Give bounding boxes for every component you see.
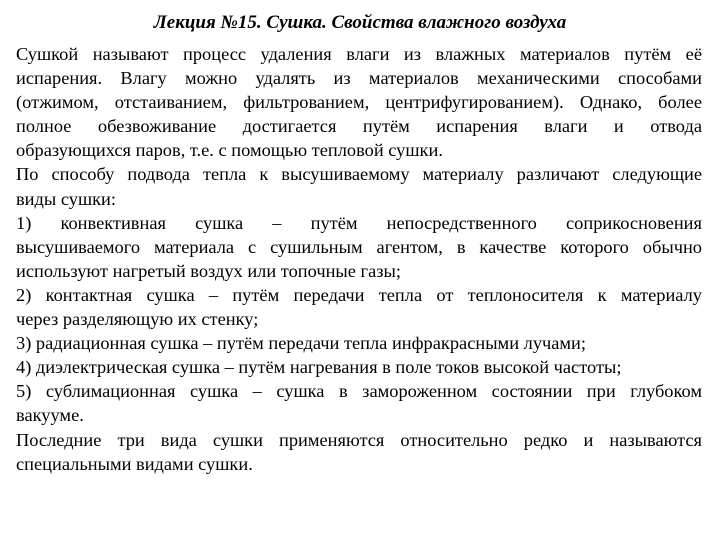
text-line: 5) сублимационная сушка – сушка в замороженном состоянии при глубоком <box>16 381 702 402</box>
text-line: 3) радиационная сушка – путём передачи тепла инфракрасными лучами; <box>16 333 587 354</box>
text-line: 1) конвективная сушка – путём непосредственного соприкосновения <box>16 212 702 233</box>
text-line: вакууме. <box>16 405 84 426</box>
paragraph-types-intro <box>16 162 702 210</box>
list-item-contact <box>16 283 702 331</box>
paragraph-intro <box>16 42 702 162</box>
text-line: используют нагретый воздух или топочные газы; <box>16 260 401 281</box>
text-line: 4) диэлектрическая сушка – путём нагревания в поле токов высокой частоты; <box>16 357 622 378</box>
list-item-dielectric <box>16 355 702 379</box>
text-line: виды сушки: <box>16 188 116 209</box>
list-item-sublimation <box>16 379 702 427</box>
text-line: (отжимом, отстаиванием, фильтрованием, центрифугированием). Однако, более <box>16 92 702 113</box>
text-line: полное обезвоживание достигается путём испарения влаги и отвода <box>16 116 702 137</box>
text-line: специальными видами сушки. <box>16 453 253 474</box>
list-item-convective <box>16 211 702 283</box>
paragraph-conclusion <box>16 428 702 476</box>
text-line: Сушкой называют процесс удаления влаги из влажных материалов путём её <box>16 44 702 64</box>
document-body <box>16 42 702 476</box>
text-line: образующихся паров, т.е. с помощью тепловой сушки. <box>16 140 443 161</box>
text-line: Последние три вида сушки применяются относительно редко и называются <box>16 429 702 450</box>
list-item-radiation <box>16 331 702 355</box>
page-title: Лекция №15. Сушка. Свойства влажного воздуха <box>153 12 567 33</box>
text-line: По способу подвода тепла к высушиваемому материалу различают следующие <box>16 164 702 185</box>
text-line: высушиваемого материала с сушильным агентом, в качестве которого обычно <box>16 236 702 257</box>
text-line: через разделяющую их стенку; <box>16 309 259 330</box>
text-line: 2) контактная сушка – путём передачи тепла от теплоносителя к материалу <box>16 284 702 305</box>
text-line: испарения. Влагу можно удалять из материалов механическими способами <box>16 68 702 89</box>
